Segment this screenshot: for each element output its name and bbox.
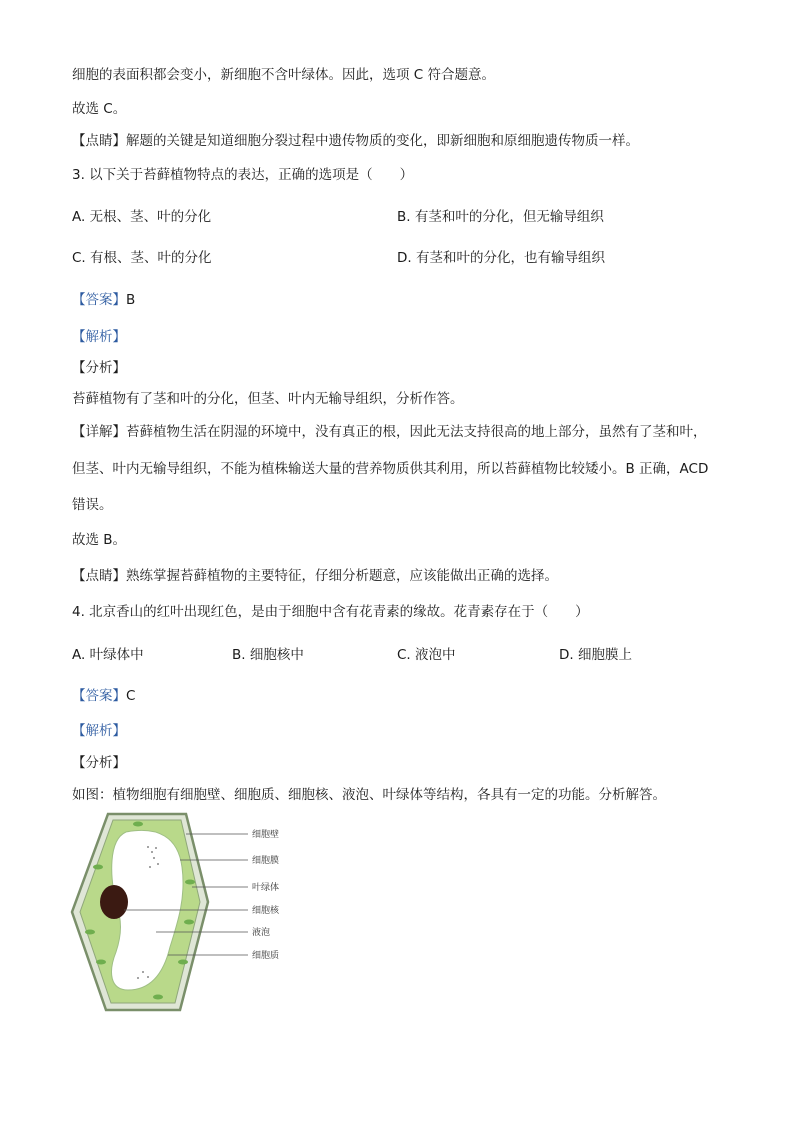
detail-tag: 【详解】 [72, 424, 126, 440]
nucleus [100, 885, 128, 919]
q4-analysis-tag: 【解析】 [72, 723, 126, 739]
answer-tag: 【答案】 [72, 292, 126, 308]
q3-option-a: A. 无根、茎、叶的分化 [72, 209, 212, 225]
prev-comment [72, 132, 639, 150]
answer-tag: 【答案】 [72, 688, 126, 704]
q3-fenxi: 苔藓植物有了茎和叶的分化，但茎、叶内无输导组织，分析作答。 [72, 391, 464, 407]
label-cytoplasm: 细胞质 [252, 951, 280, 961]
q3-option-b: B. 有茎和叶的分化，但无输导组织 [397, 209, 604, 225]
q3-detail-2: 但茎、叶内无输导组织，不能为植株输送大量的营养物质供其利用，所以苔藓植物比较矮小。B 正确，ACD [72, 461, 709, 477]
q3-option-d: D. 有茎和叶的分化，也有输导组织 [397, 250, 605, 266]
q3-fenxi-tag: 【分析】 [72, 360, 126, 376]
q4-stem: 4. 北京香山的红叶出现红色，是由于细胞中含有花青素的缘故。花青素存在于（ ） [72, 604, 589, 620]
answer-value: C [126, 688, 136, 704]
prev-answer-choose: 故选 C。 [72, 101, 127, 117]
label-vacuole: 液泡 [252, 928, 271, 938]
q4-option-a: A. 叶绿体中 [72, 647, 144, 663]
label-cell-membrane: 细胞膜 [252, 856, 280, 866]
answer-value: B [126, 292, 136, 308]
label-nucleus: 细胞核 [252, 906, 280, 916]
q3-stem: 3. 以下关于苔藓植物特点的表达，正确的选项是（ ） [72, 167, 414, 183]
q4-fenxi: 如图：植物细胞有细胞壁、细胞质、细胞核、液泡、叶绿体等结构，各具有一定的功能。分析解答。 [72, 787, 666, 803]
q4-answer [72, 687, 135, 705]
q3-analysis-tag: 【解析】 [72, 329, 126, 345]
label-cell-wall: 细胞壁 [252, 830, 280, 840]
comment-tag: 【点睛】 [72, 568, 126, 584]
q4-fenxi-tag: 【分析】 [72, 755, 126, 771]
plant-cell-diagram [68, 812, 308, 1012]
q3-answer [72, 291, 135, 309]
q3-option-c: C. 有根、茎、叶的分化 [72, 250, 212, 266]
detail-text-1: 苔藓植物生活在阴湿的环境中，没有真正的根，因此无法支持很高的地上部分，虽然有了茎和叶， [126, 424, 707, 440]
q4-option-c: C. 液泡中 [397, 647, 456, 663]
q3-detail-1 [72, 423, 707, 441]
prev-answer-text: 细胞的表面积都会变小，新细胞不含叶绿体。因此，选项 C 符合题意。 [72, 67, 496, 83]
label-chloroplast: 叶绿体 [252, 883, 280, 893]
comment-tag: 【点睛】 [72, 133, 126, 149]
q3-comment [72, 567, 558, 585]
comment-text: 熟练掌握苔藓植物的主要特征，仔细分析题意，应该能做出正确的选择。 [126, 568, 558, 584]
q4-option-d: D. 细胞膜上 [559, 647, 632, 663]
q3-detail-3: 错误。 [72, 497, 113, 513]
comment-text: 解题的关键是知道细胞分裂过程中遗传物质的变化，即新细胞和原细胞遗传物质一样。 [126, 133, 639, 149]
q3-choose: 故选 B。 [72, 532, 127, 548]
q4-option-b: B. 细胞核中 [232, 647, 304, 663]
